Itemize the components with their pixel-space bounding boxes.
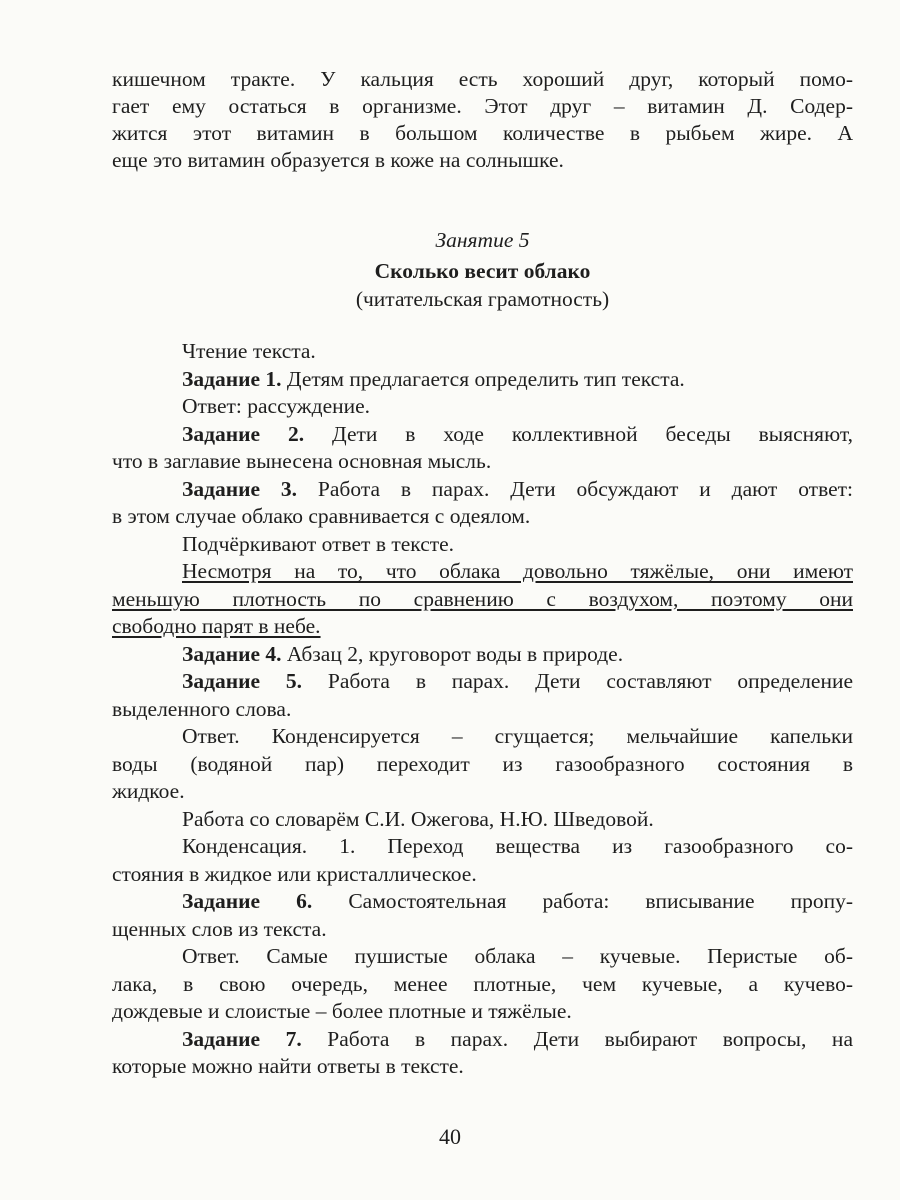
paragraph	[112, 393, 853, 421]
paragraph	[112, 558, 853, 641]
task-label: Задание 1.	[182, 366, 282, 391]
task-label: Задание 2.	[182, 421, 305, 446]
task-label: Задание 6.	[182, 889, 313, 913]
task-paragraph	[112, 641, 853, 669]
page-number: 40	[439, 1124, 461, 1149]
lesson-title: Сколько весит облако	[374, 259, 591, 283]
text-line: Конденсация. 1. Переход вещества из газообразного со-	[182, 834, 853, 858]
text-line: лака, в свою очередь, менее плотные, чем кучевые, а кучево-	[112, 971, 853, 996]
lesson-number: Занятие 5	[435, 228, 530, 252]
task-label: Задание 4.	[182, 641, 282, 666]
lesson-body	[112, 338, 853, 1081]
text-line: дождевые и слоистые – более плотные и тяжёлые.	[112, 999, 572, 1023]
task-label: Задание 5.	[182, 669, 303, 693]
text-line: Ответ. Конденсируется – сгущается; мельчайшие капельки	[182, 724, 853, 748]
paragraph	[112, 723, 853, 806]
text-line: в этом случае облако сравнивается с одеялом.	[112, 504, 531, 528]
text-line	[112, 476, 853, 504]
text-line: жидкое.	[112, 779, 185, 803]
text-line: Ответ. Самые пушистые облака – кучевые. Перистые об-	[182, 944, 853, 968]
task-paragraph	[112, 476, 853, 531]
task-text: Работа в парах. Дети выбирают вопросы, на	[301, 1026, 853, 1051]
task-paragraph	[112, 888, 853, 943]
text-line: выделенного слова.	[112, 696, 292, 721]
text-line: Ответ: рассуждение.	[182, 394, 371, 418]
task-paragraph	[112, 668, 853, 723]
text-line: воды (водяной пар) переходит из газообразного состояния в	[112, 751, 853, 776]
task-text: Абзац 2, круговорот воды в природе.	[281, 641, 624, 666]
text-line: стояния в жидкое или кристаллическое.	[112, 861, 477, 886]
text-line	[112, 641, 853, 669]
task-paragraph	[112, 1026, 853, 1081]
text-line: гает ему остаться в организме. Этот друг – витамин Д. Содер-	[112, 94, 853, 118]
text-line	[112, 668, 853, 696]
text-line: Чтение текста.	[182, 339, 316, 363]
task-text: Дети в ходе коллективной беседы выясняют,	[304, 421, 854, 446]
text-line: жится этот витамин в большом количестве в рыбьем жире. А	[112, 121, 853, 145]
task-text: Работа в парах. Дети обсуждают и дают ответ:	[297, 476, 854, 501]
text-line: Несмотря на то, что облака довольно тяжёлые, они имеют	[182, 559, 853, 583]
paragraph	[112, 833, 853, 888]
text-line	[112, 1026, 853, 1054]
text-line: Подчёркивают ответ в тексте.	[182, 531, 455, 556]
text-line: что в заглавие вынесена основная мысль.	[112, 449, 492, 473]
paragraph	[112, 338, 853, 366]
task-label: Задание 7.	[182, 1026, 302, 1051]
task-label: Задание 3.	[182, 476, 298, 501]
continued-paragraph	[112, 66, 853, 174]
paragraph	[112, 806, 853, 834]
text-line: которые можно найти ответы в тексте.	[112, 1054, 464, 1078]
text-line: щенных слов из текста.	[112, 916, 327, 941]
text-line: кишечном тракте. У кальция есть хороший друг, который помо-	[112, 67, 853, 91]
text-line	[112, 888, 853, 916]
task-paragraph	[112, 366, 853, 394]
paragraph	[112, 531, 853, 559]
text-line: еще это витамин образуется в коже на солнышке.	[112, 148, 564, 172]
task-text: Детям предлагается определить тип текста.	[281, 366, 685, 391]
task-text: Самостоятельная работа: вписывание пропу-	[312, 889, 854, 913]
task-paragraph	[112, 421, 853, 476]
paragraph	[112, 943, 853, 1026]
text-line: меньшую плотность по сравнению с воздухом, поэтому они	[112, 586, 853, 611]
lesson-subtitle: (читательская грамотность)	[355, 287, 610, 311]
text-line: Работа со словарём С.И. Ожегова, Н.Ю. Шведовой.	[182, 806, 654, 831]
text-line	[112, 366, 853, 394]
task-text: Работа в парах. Дети составляют определение	[302, 669, 853, 693]
text-line	[112, 421, 853, 449]
text-line: свободно парят в небе.	[112, 614, 321, 638]
